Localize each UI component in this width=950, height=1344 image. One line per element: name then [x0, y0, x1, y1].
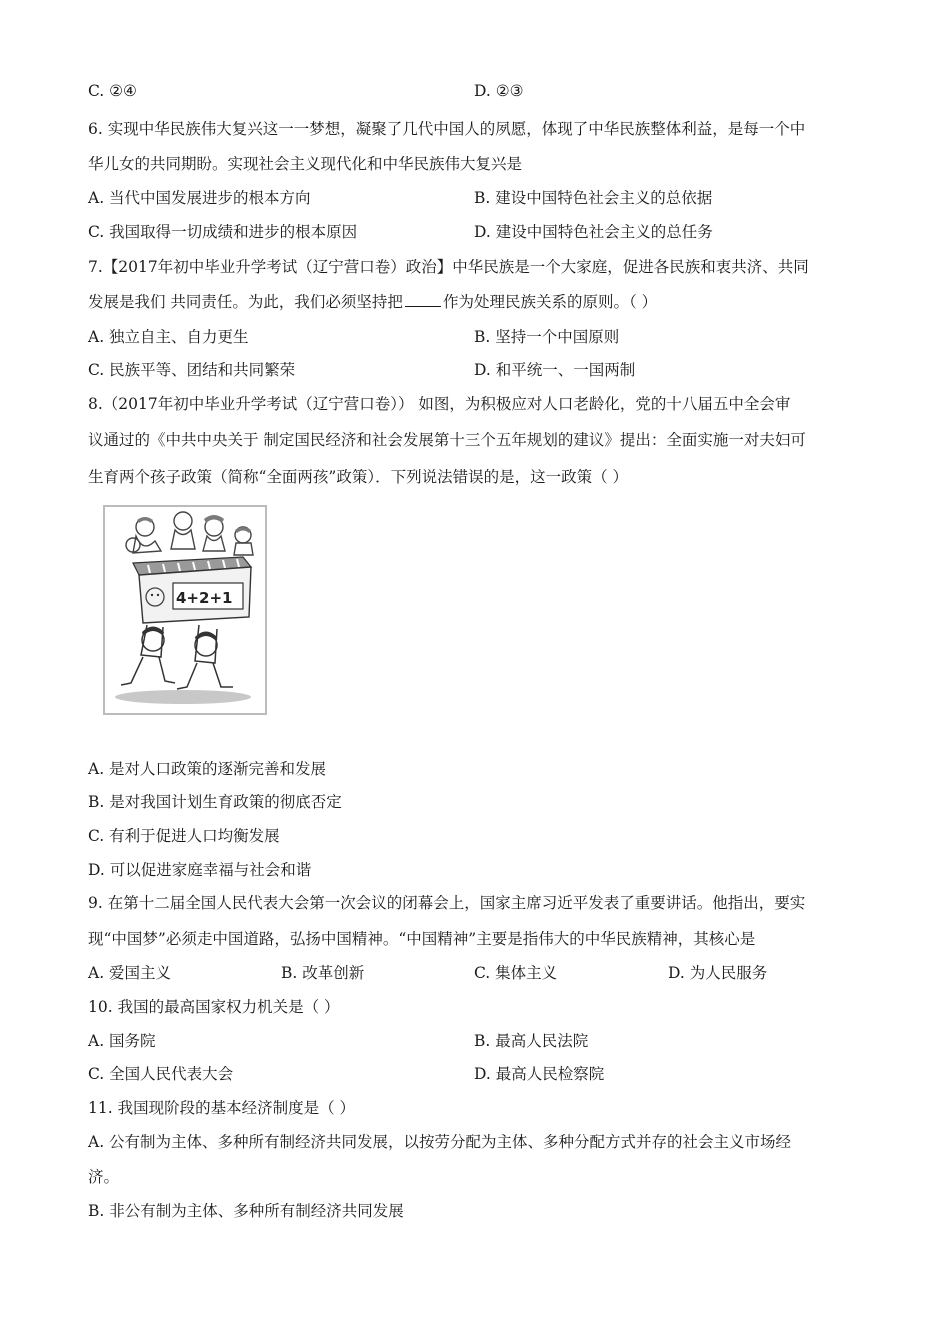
q6-option-c: C. 我国取得一切成绩和进步的根本原因	[88, 223, 358, 241]
q6-option-b: B. 建设中国特色社会主义的总依据	[474, 189, 713, 207]
q7-stem-line1: 7.【2017年初中毕业升学考试（辽宁营口卷）政治】中华民族是一个大家庭，促进各民族和衷共济、共同	[88, 258, 809, 276]
answer-blank	[405, 292, 441, 307]
q11-option-b: B. 非公有制为主体、多种所有制经济共同发展	[88, 1202, 404, 1220]
q9-stem-line2: 现“中国梦”必须走中国道路，弘扬中国精神。“中国精神”主要是指伟大的中华民族精神，其核心是	[88, 930, 756, 948]
q8-stem-line2: 议通过的《中共中央关于 制定国民经济和社会发展第十三个五年规划的建议》提出：全面实施一对夫妇可	[88, 431, 806, 449]
q7-option-a: A. 独立自主、自力更生	[88, 328, 249, 346]
q7-stem-part1: 发展是我们 共同责任。为此，我们必须坚持把	[88, 293, 403, 311]
q9-option-a: A. 爱国主义	[88, 964, 172, 982]
q5-option-c: C. ②④	[88, 82, 137, 100]
q7-stem-part2: 作为处理民族关系的原则。（ ）	[442, 293, 658, 311]
q6-stem-line1: 6. 实现中华民族伟大复兴这一一梦想，凝聚了几代中国人的夙愿，体现了中华民族整体利益，是每一个中	[88, 120, 806, 138]
q10-stem: 10. 我国的最高国家权力机关是（ ）	[88, 998, 340, 1016]
figure-label: 4+2+1	[176, 589, 233, 607]
q6-option-a: A. 当代中国发展进步的根本方向	[88, 189, 311, 207]
q10-option-b: B. 最高人民法院	[474, 1032, 589, 1050]
q8-option-a: A. 是对人口政策的逐渐完善和发展	[88, 760, 327, 778]
q9-stem-line1: 9. 在第十二届全国人民代表大会第一次会议的闭幕会上，国家主席习近平发表了重要讲话。他指出，要实	[88, 894, 806, 912]
q9-option-c: C. 集体主义	[474, 964, 558, 982]
q7-stem-line2	[88, 290, 657, 312]
q8-option-c: C. 有利于促进人口均衡发展	[88, 827, 280, 845]
q7-option-c: C. 民族平等、团结和共同繁荣	[88, 361, 296, 379]
family-cartoon-figure	[103, 505, 267, 715]
q8-option-b: B. 是对我国计划生育政策的彻底否定	[88, 793, 342, 811]
q5-option-d: D. ②③	[474, 82, 524, 100]
q11-option-a-line2: 济。	[88, 1168, 120, 1186]
q9-option-d: D. 为人民服务	[668, 964, 768, 982]
q11-stem: 11. 我国现阶段的基本经济制度是（ ）	[88, 1099, 356, 1117]
q10-option-d: D. 最高人民检察院	[474, 1065, 605, 1083]
q8-option-d: D. 可以促进家庭幸福与社会和谐	[88, 861, 312, 879]
q8-stem-line3: 生育两个孩子政策（简称“全面两孩”政策）．下列说法错误的是，这一政策（ ）	[88, 468, 629, 486]
q8-stem-line1: 8.（2017年初中毕业升学考试（辽宁营口卷）） 如图，为积极应对人口老龄化，党的十八届五中全会审	[88, 395, 791, 413]
q10-option-a: A. 国务院	[88, 1032, 156, 1050]
q7-option-b: B. 坚持一个中国原则	[474, 328, 620, 346]
q10-option-c: C. 全国人民代表大会	[88, 1065, 234, 1083]
q11-option-a-line1: A. 公有制为主体、多种所有制经济共同发展，以按劳分配为主体、多种分配方式并存的社会主义市场经	[88, 1133, 792, 1151]
q6-stem-line2: 华儿女的共同期盼。实现社会主义现代化和中华民族伟大复兴是	[88, 155, 523, 173]
q9-option-b: B. 改革创新	[281, 964, 365, 982]
q7-option-d: D. 和平统一、一国两制	[474, 361, 636, 379]
q6-option-d: D. 建设中国特色社会主义的总任务	[474, 223, 713, 241]
